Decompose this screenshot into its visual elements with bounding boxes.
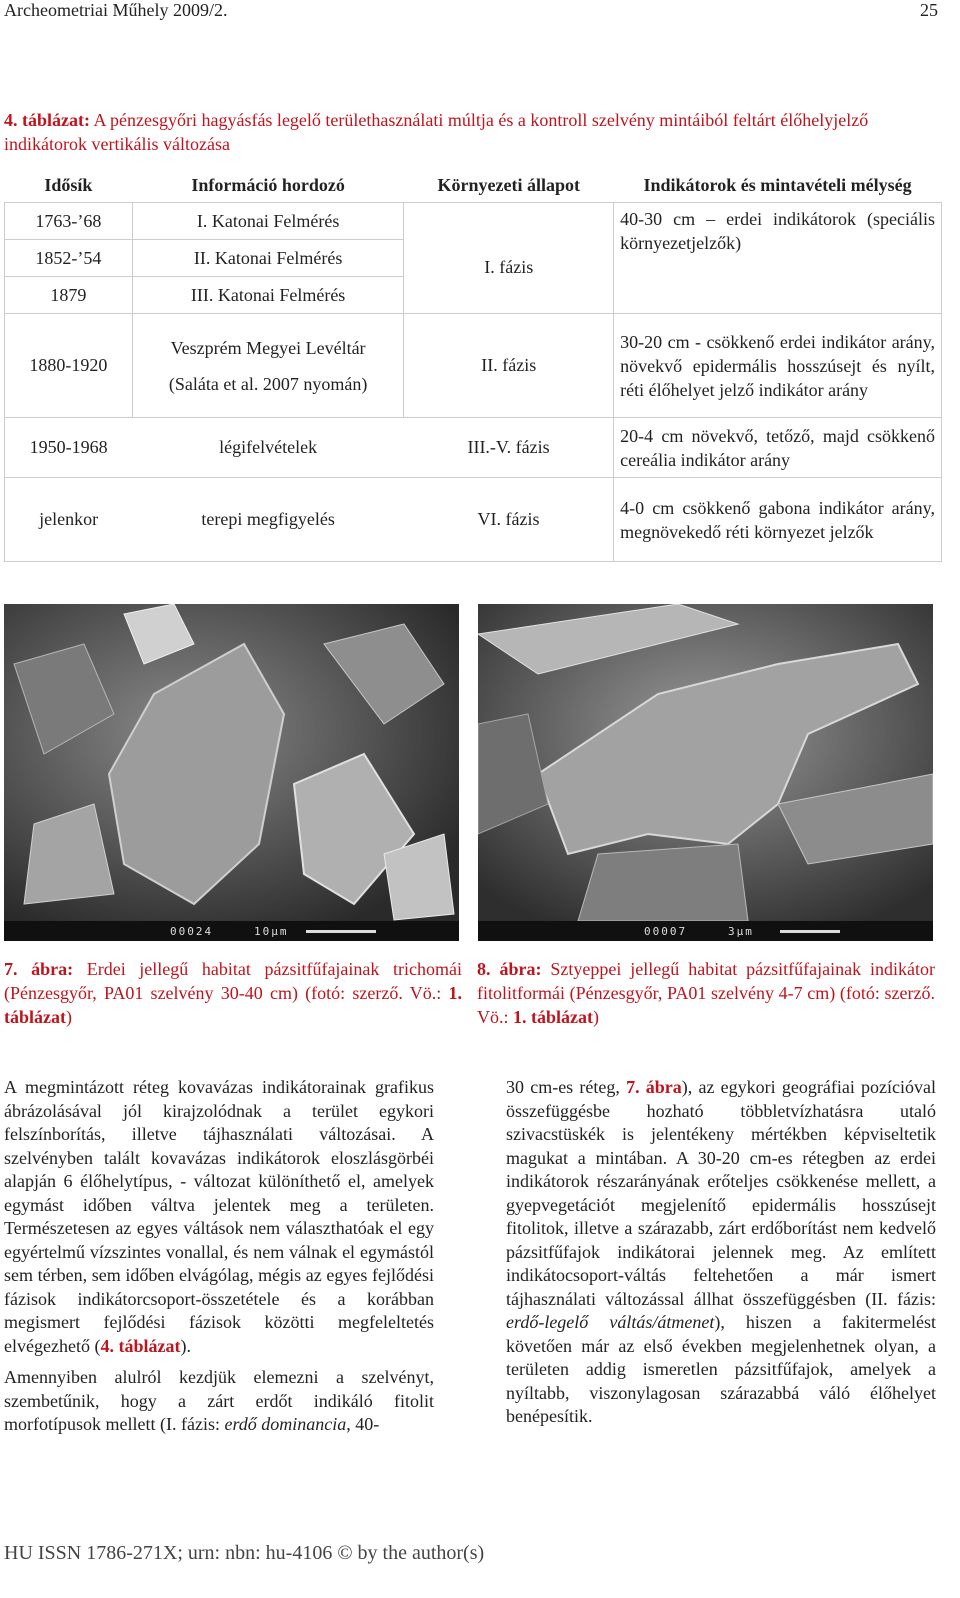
cell-source-line2: (Saláta et al. 2007 nyomán) <box>168 373 368 394</box>
table-caption <box>4 108 940 156</box>
body-column-right <box>506 1076 936 1437</box>
cell-time: 1880-1920 <box>5 314 133 418</box>
sem-image-8 <box>478 604 933 921</box>
figure-7-caption <box>4 957 462 1029</box>
paragraph-text: Amennyiben alulról kezdjük elemezni a szelvényt, szembetűnik, hogy a zárt erdőt indikáló fitolit morfotípusok mellett (I. fázis: <box>4 1367 434 1434</box>
journal-title: Archeometriai Műhely 2009/2. <box>4 0 228 20</box>
table-row <box>5 203 942 240</box>
figure-label: 8. ábra: <box>477 959 542 979</box>
table-row <box>5 418 942 478</box>
col-header-time: Idősík <box>5 168 133 203</box>
paragraph <box>506 1076 936 1429</box>
sem-scale-label: 10μm <box>254 925 289 938</box>
sem-image-code: 00007 <box>644 925 688 938</box>
cell-time: jelenkor <box>5 478 133 562</box>
figure-7-micrograph <box>4 604 459 941</box>
cell-source: terepi megfigyelés <box>132 478 404 562</box>
figure-caption-close: ) <box>66 1007 72 1027</box>
figure-caption-text: Erdei jellegű habitat pázsitfűfajainak trichomái (Pénzesgyőr, PA01 szelvény 30-40 cm) (fotó: szerző. Vö.: <box>4 959 462 1003</box>
footer-issn: HU ISSN 1786-271X; urn: nbn: hu-4106 © by the author(s) <box>4 1542 485 1564</box>
paragraph-text: ), az egykori geográfiai pozícióval összefüggésbe hozható többletvízhatásra utaló szivacstüskék is jelentékeny mértékben képviseltetik magukat a mintában. A 30-20 cm-es rétegben az erdei indikátorok részarányának erőteljes csökkenése mellett, a gyepvegetációt megjelenítő epidermális hosszúsejt fitolitok, illetve a szárazabb, zárt erdőborítást nem kedvelő pázsitfűfajok indikátorai jelennek meg. Az említett indikátocsoport-váltás feltehetően a már ismert tájhasználati változással állhat összefüggésben (II. fázis: <box>506 1077 937 1309</box>
col-header-state: Környezeti állapot <box>404 168 614 203</box>
body-column-left <box>4 1076 434 1445</box>
cell-indicator: 4-0 cm csökkenő gabona indikátor arány, megnövekedő réti környezet jelzők <box>614 478 942 562</box>
cell-source <box>132 314 404 418</box>
paragraph-text: , 40- <box>346 1414 380 1434</box>
cell-indicator: 40-30 cm – erdei indikátorok (speciális környezetjelzők) <box>614 203 942 314</box>
cell-indicator: 30-20 cm - csökkenő erdei indikátor arány, növekvő epidermális hosszúsejt és nyílt, réti élőhelyet jelző indikátor arány <box>614 314 942 418</box>
figure-ref-link[interactable]: 7. ábra <box>626 1077 682 1097</box>
sem-databar <box>478 921 933 941</box>
cell-source: légifelvételek <box>132 418 404 478</box>
cell-time: 1879 <box>5 277 133 314</box>
cell-time: 1950-1968 <box>5 418 133 478</box>
paragraph-text: 30 cm-es réteg, <box>506 1077 627 1097</box>
table-4 <box>4 168 942 562</box>
cell-phase: III.-V. fázis <box>404 418 614 478</box>
col-header-indicators: Indikátorok és mintavételi mélység <box>614 168 942 203</box>
cell-phase: I. fázis <box>404 203 614 314</box>
paragraph <box>4 1076 434 1358</box>
figure-caption-close: ) <box>593 1007 599 1027</box>
sem-scale-label: 3μm <box>728 925 754 938</box>
page-number: 25 <box>920 0 938 20</box>
cell-source: II. Katonai Felmérés <box>132 240 404 277</box>
table-header-row <box>5 168 942 203</box>
cell-source: III. Katonai Felmérés <box>132 277 404 314</box>
sem-databar <box>4 921 459 941</box>
paragraph <box>4 1366 434 1437</box>
cell-time: 1852-’54 <box>5 240 133 277</box>
cell-source: I. Katonai Felmérés <box>132 203 404 240</box>
table-row <box>5 478 942 562</box>
paragraph-emphasis: erdő dominancia <box>224 1414 347 1434</box>
sem-image-7 <box>4 604 459 921</box>
paragraph-text: ). <box>180 1335 191 1356</box>
sem-scale-bar <box>780 930 840 933</box>
paragraph-emphasis: erdő-legelő váltás/átmenet <box>506 1312 715 1332</box>
paragraph-text: A megmintázott réteg kovavázas indikátorainak grafikus ábrázolásával jól kirajzolódnak a terület egykori felszínborítás, illetve tájhasználati változásai. A szelvényben talált kovavázas indikátorok eloszlásgörbéi alapján 6 élőhelytípus, - változat különíthető el, amelyek egymást időben váltva jelentek meg a területen. Természetesen az egyes váltások nem választhatóak el egy egyértelmű vízszintes vonallal, és nem válnak el egymástól sem térben, sem időben elvágólag, mégis az egyes fejlődési fázisok indikátorcsoport-összetétele és a korábban megismert fejlődési fázisok közötti megfeleltetés elvégezhető ( <box>4 1077 434 1356</box>
sem-scale-bar <box>306 930 376 933</box>
cell-phase: VI. fázis <box>404 478 614 562</box>
figure-label: 7. ábra: <box>4 959 74 979</box>
cell-source-line1: Veszprém Megyei Levéltár <box>170 337 366 358</box>
figure-caption-text: Sztyeppei jellegű habitat pázsitfűfajainak indikátor fitolitformái (Pénzesgyőr, PA01 szelvény 4-7 cm) (fotó: szerző. Vö.: <box>477 959 935 1027</box>
cell-time: 1763-’68 <box>5 203 133 240</box>
figure-table-ref[interactable]: 1. táblázat <box>4 983 462 1027</box>
figure-8-caption <box>477 957 935 1029</box>
table-ref-link[interactable]: 4. táblázat <box>100 1335 181 1356</box>
table-caption-label: 4. táblázat: <box>4 110 90 130</box>
figure-8-micrograph <box>478 604 933 941</box>
table-row <box>5 314 942 418</box>
cell-phase: II. fázis <box>404 314 614 418</box>
paragraph-text: ), hiszen a fakitermelést követően már az első években megjelenhetnek olyan, a területen addig ismeretlen pázsitfűfajok, amelyek a nyíltabb, viszonylagosan szárazabbá váló élőhelyet benépesítik. <box>506 1312 936 1426</box>
col-header-source: Információ hordozó <box>132 168 404 203</box>
figure-table-ref[interactable]: 1. táblázat <box>513 1007 593 1027</box>
cell-indicator: 20-4 cm növekvő, tetőző, majd csökkenő cereália indikátor arány <box>614 418 942 478</box>
table-caption-text: A pénzesgyőri hagyásfás legelő területhasználati múltja és a kontroll szelvény mintáiból feltárt élőhelyjelző indikátorok vertikális változása <box>4 110 869 154</box>
sem-image-code: 00024 <box>170 925 214 938</box>
